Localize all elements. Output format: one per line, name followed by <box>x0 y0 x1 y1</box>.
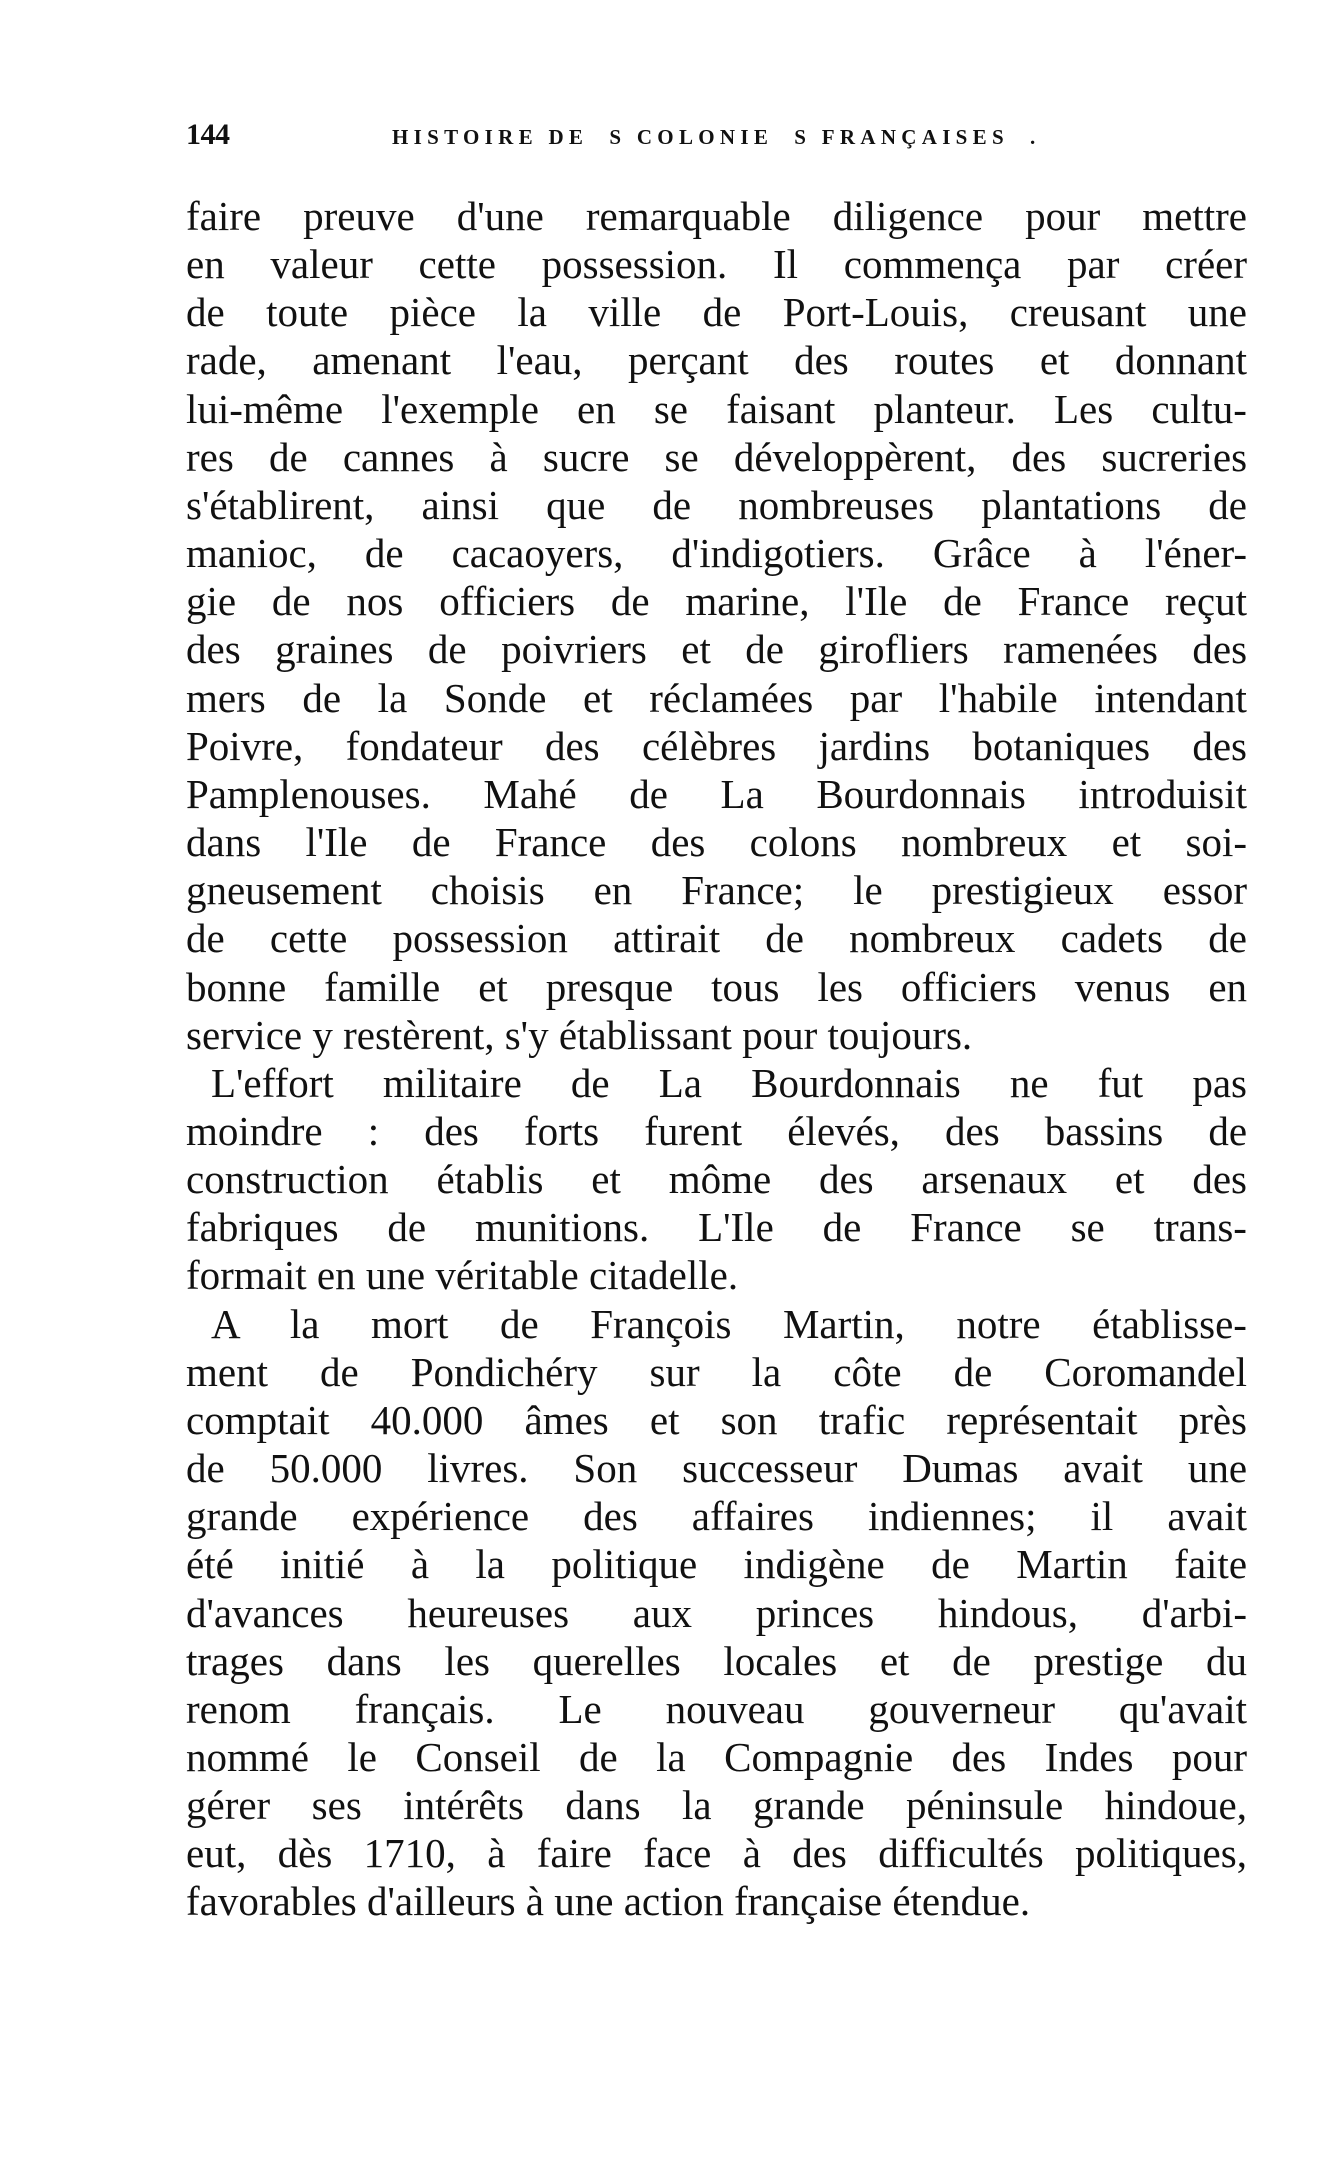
text-line: Poivre, fondateur des célèbres jardins botaniques des <box>186 722 1248 769</box>
text-line: été initié à la politique indigène de Martin faite <box>186 1541 1248 1588</box>
text-line: de cette possession attirait de nombreux cadets de <box>186 915 1247 962</box>
text-line: trages dans les querelles locales et de prestige du <box>186 1637 1248 1684</box>
text-line: construction établis et môme des arsenaux et des <box>186 1156 1247 1203</box>
text-line: de 50.000 livres. Son successeur Dumas avait une <box>186 1445 1248 1492</box>
body-text <box>186 192 1247 1926</box>
text-line: gérer ses intérêts dans la grande péninsule hindoue, <box>186 1782 1247 1829</box>
text-line: fabriques de munitions. L'Ile de France se trans- <box>186 1204 1247 1251</box>
text-line: moindre : des forts furent élevés, des bassins de <box>186 1107 1248 1154</box>
text-line: nommé le Conseil de la Compagnie des Indes pour <box>186 1734 1247 1780</box>
text-line: de toute pièce la ville de Port-Louis, creusant une <box>186 289 1247 336</box>
page-number: 144 <box>186 118 230 151</box>
text-line: faire preuve d'une remarquable diligence pour mettre <box>186 193 1247 239</box>
text-line: favorables d'ailleurs à une action française étendue. <box>186 1878 1031 1925</box>
text-line: renom français. Le nouveau gouverneur qu'avait <box>186 1685 1247 1732</box>
text-line: lui-même l'exemple en se faisant planteur. Les cultu- <box>186 385 1247 432</box>
running-head: HISTOIRE DE S COLONIE S FRANÇAISES . <box>392 125 1041 149</box>
paragraph <box>186 1300 1247 1926</box>
text-line: service y restèrent, s'y établissant pour toujours. <box>186 1011 973 1058</box>
text-line: comptait 40.000 âmes et son trafic représentait près <box>186 1396 1247 1443</box>
text-line: Pamplenouses. Mahé de La Bourdonnais introduisit <box>186 770 1247 817</box>
paragraph <box>186 192 1247 1059</box>
text-line: eut, dès 1710, à faire face à des difficultés politiques, <box>186 1830 1247 1877</box>
text-line: ment de Pondichéry sur la côte de Coromandel <box>186 1348 1247 1395</box>
text-line: formait en une véritable citadelle. <box>186 1252 739 1299</box>
text-line: res de cannes à sucre se développèrent, des sucreries <box>186 433 1248 480</box>
text-line: gie de nos officiers de marine, l'Ile de France reçut <box>186 578 1247 625</box>
text-line: mers de la Sonde et réclamées par l'habile intendant <box>186 674 1247 721</box>
text-line: des graines de poivriers et de girofliers ramenées des <box>186 626 1248 673</box>
text-line: d'avances heureuses aux princes hindous, d'arbi- <box>186 1589 1248 1636</box>
text-line: en valeur cette possession. Il commença par créer <box>186 241 1248 288</box>
text-line: grande expérience des affaires indiennes; il avait <box>186 1493 1247 1540</box>
text-line: dans l'Ile de France des colons nombreux et soi- <box>186 819 1248 866</box>
text-line: gneusement choisis en France; le prestigieux essor <box>186 867 1247 914</box>
text-line: bonne famille et presque tous les officiers venus en <box>186 963 1248 1010</box>
paragraph <box>186 1059 1247 1300</box>
text-line: manioc, de cacaoyers, d'indigotiers. Grâce à l'éner- <box>186 530 1248 577</box>
text-line: L'effort militaire de La Bourdonnais ne fut pas <box>211 1059 1247 1106</box>
text-line: s'établirent, ainsi que de nombreuses plantations de <box>186 481 1247 528</box>
text-line: rade, amenant l'eau, perçant des routes et donnant <box>186 337 1247 384</box>
text-line: A la mort de François Martin, notre établisse- <box>211 1300 1247 1347</box>
